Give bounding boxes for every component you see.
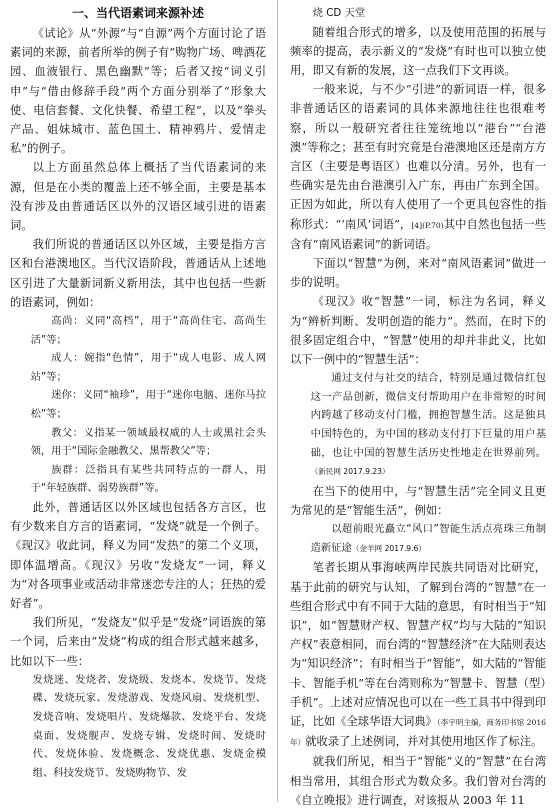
block-quote: 以超前眼光矗立“风口”智能生活点亮珠三角制造新征途（金羊网 2017.9.6）	[310, 523, 546, 554]
example-list-continued: 烧 CD 天堂	[312, 7, 366, 19]
paragraph: 就我们所见，相当于“智能”义的“智慧”在台湾相当常用，其组合形式为数众多。我们曾对台湾的《自立晚报》进行调查，对该报从 2003 年 11	[290, 755, 546, 807]
quote-source: （金羊网 2017.9.6）	[351, 543, 426, 553]
paragraph: 一般来说，与不少“引进”的新词语一样，很多非普通话区的语素词的具体来源地往往也很难考察，所以一般研究者往往笼统地以“港台”“台港澳”等称之；甚至有时究竟是台港澳地区还是南方方言区（主要是粤语区）也难以分清。另外，也有一些确实是先由台港澳引入广东，再由广东到全国。正因为如此，所以有人使用了一个更具包容性的指称形式：“‘南风’词语”，[4](P.70)其中自然也包括一些含有“南风语素词”的新词语。	[290, 83, 546, 251]
example-item: 高尚：义同“高档”，用于“高尚住宅、高尚生活”等；	[30, 315, 266, 346]
block-quote: 通过支付与社交的结合，特别是通过微信红包这一产品创新，微信支付帮助用户在非常短的时间内跨越了移动支付门槛，拥抱智慧生活。这是独具中国特色的，为中国的移动支付打下巨量的用户基础，也让中国的智慧生活历史性地走在世界前列。（新民网 2017.9.23）	[310, 372, 546, 477]
paragraph: 以上方面虽然总体上概括了当代语素词的来源，但是在小类的覆盖上还不够全面，主要是基本没有涉及由普通话区以外的汉语区域引进的语素词。	[10, 161, 266, 233]
example-item: 族群：泛指具有某些共同特点的一群人，用于“年轻族群、弱势族群”等。	[30, 463, 266, 495]
paragraph: 此外，普通话区以外区域也包括各方言区，也有少数来自方言的语素词，“发烧”就是一个例子。《现汉》收此词，释义为同“发热”的第二个义项，即体温增高。《现汉》另收“发烧友”一词，释义为“对各项事业或活动非常迷恋专注的人；狂热的爱好者”。	[10, 500, 266, 610]
paragraph: 在当下的使用中，与“智慧生活”完全同义且更为常见的是“智能生活”，例如：	[290, 484, 546, 518]
right-column	[290, 4, 546, 810]
paragraph: 《现汉》收“智慧”一词，标注为名词，释义为“辨析判断、发明创造的能力”。然而，在时下的很多固定组合中，“智慧”使用的却并非此义，比如以下一例中的“智慧生活”：	[290, 295, 546, 367]
example-item: 教父：义指某一领域最权威的人士或黑社会头领，用于“国际金融教父、黑帮教父”等；	[30, 426, 266, 458]
paragraph: 随着组合形式的增多，以及使用范围的拓展与频率的提高，表示新义的“发烧”有时也可以独立使用，即又有新的发展，这一点我们下文再谈。	[290, 25, 546, 77]
paragraph: 我们所说的普通话区以外区域，主要是指方言区和台港澳地区。当代汉语阶段，普通话从上述地区引进了大量新词新义新用法，其中也包括一些新的语素词，例如：	[10, 238, 266, 309]
paragraph: 我们所见，“发烧友”似乎是“发烧”词语族的第一个词，后来由“发烧”构成的组合形式越来越多，比如以下一些：	[10, 616, 266, 668]
section-heading: 一、当代语素词来源补述	[71, 6, 204, 20]
paragraph: 笔者长期从事海峡两岸民族共同语对比研究，基于此前的研究与认知，了解到台湾的“智慧”在一些组合形式中有不同于大陆的意思，有时相当于“知识”，如“智慧财产权、智慧产权”均与大陆的“知识产权”表意相同，而台湾的“智慧经济”在大陆则表达为“知识经济”；有时相当于“智能”，如大陆的“智能卡、智能手机”等在台湾则称为“智慧卡、智慧（型）手机”。上述对应情况也可以在一些工具书中得到印证，比如《全球华语大词典》（李宇明主编，商务印书馆 2016 年）就收录了上述例词，并对其使用地区作了标注。	[290, 561, 546, 749]
citation: （李宇明主编，商务印书馆 2016 年）	[290, 718, 546, 748]
column-divider	[277, 0, 278, 802]
paragraph: 《试论》从“外源”与“自源”两个方面讨论了语素词的来源，前者所举的例子有“购物广场、啤酒花园、血液银行、黑色幽默”等；后者又按“词义引申”与“借由修辞手段”两个方面分别举了“形象大使、电信套餐、文化快餐、希望工程”，以及“拳头产品、姐妹城市、蓝色国土、精神鸦片、爱情走私”的例子。	[10, 27, 266, 156]
paragraph: 下面以“智慧”为例，来对“南风语素词”做进一步的说明。	[290, 257, 546, 290]
quote-source: （新民网 2017.9.23）	[310, 467, 390, 477]
example-item: 迷你：义同“袖珍”，用于“迷你电脑、迷你马拉松”等；	[30, 389, 266, 421]
citation: [4](P.70)	[411, 220, 444, 230]
left-column	[10, 4, 266, 782]
example-list: 发烧迷、发烧者、发烧级、发烧本、发烧节、发烧碟、发烧玩家、发烧游戏、发烧风扇、发烧机型、发烧音响、发烧唱片、发烧爆款、发烧平台、发烧桌面、发烧舰声、发烧专辑、发烧时间、发烧时代、发烧体验、发烧概念、发烧优惠、发烧金模组、科技发烧节、发烧购物节、发	[32, 673, 266, 779]
example-item: 成人：婉指“色情”，用于“成人电影、成人网站”等；	[30, 352, 266, 383]
